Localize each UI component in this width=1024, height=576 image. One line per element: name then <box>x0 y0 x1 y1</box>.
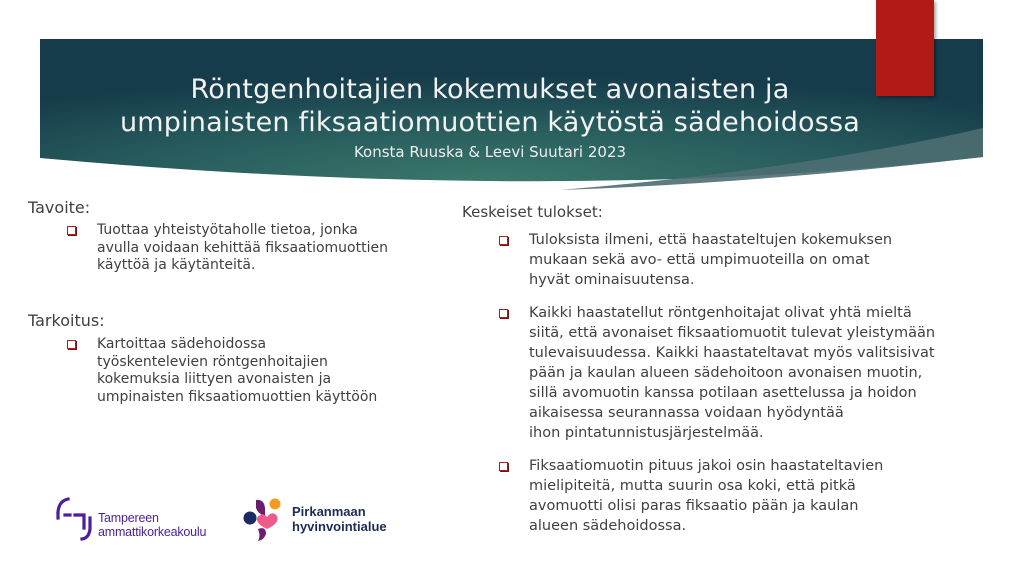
bullet-line: pään ja kaulan alueen sädehoitoon avonaisen muotin, <box>529 365 923 381</box>
pirha-logo-text <box>292 504 387 534</box>
tarkoitus-bullets <box>67 336 447 406</box>
title-line-1: Röntgenhoitajien kokemukset avonaisten ja <box>190 74 790 106</box>
pirha-logo-icon <box>240 496 288 542</box>
bullet-item <box>499 303 999 443</box>
bullet-line: avulla voidaan kehittää fiksaatiomuottien <box>97 239 388 256</box>
tamk-logo-icon <box>56 496 96 542</box>
bullet-line: tulevaisuudessa. Kaikki haastateltavat myös valitsisivat <box>529 345 935 361</box>
bullet-line: ihon pintatunnistusjärjestelmää. <box>529 425 764 441</box>
bullet-item <box>67 336 447 406</box>
slide-subtitle: Konsta Ruuska & Leevi Suutari 2023 <box>353 143 627 161</box>
tavoite-bullets <box>67 222 447 275</box>
bullet-line: työskentelevien röntgenhoitajien <box>97 353 328 370</box>
tamk-logo-text <box>98 511 206 539</box>
square-bullet-icon <box>67 226 76 235</box>
bullet-item <box>499 456 999 536</box>
tamk-logo <box>56 496 207 542</box>
slide-title <box>60 73 920 139</box>
square-bullet-icon <box>499 236 508 245</box>
heading-keskeiset-tulokset: Keskeiset tulokset: <box>462 203 603 221</box>
bullet-line: Kartoittaa sädehoidossa <box>97 336 267 352</box>
pirha-line-1: Pirkanmaan <box>292 504 366 519</box>
bullet-line: Tuottaa yhteistyötaholle tietoa, jonka <box>97 222 358 238</box>
square-bullet-icon <box>67 340 76 349</box>
bullet-line: hyvät ominaisuutensa. <box>529 272 695 288</box>
square-bullet-icon <box>499 462 508 471</box>
bullet-line: käyttöä ja käytänteitä. <box>97 257 256 273</box>
bullet-item <box>499 230 999 290</box>
tamk-line-1: Tampereen <box>98 511 159 525</box>
bullet-line: siitä, että avonaiset fiksaatiomuotit tulevat yleistymään <box>529 325 936 341</box>
bullet-line: kokemuksia liittyen avonaisten ja <box>97 371 332 387</box>
heading-tarkoitus: Tarkoitus: <box>28 311 105 330</box>
bullet-line: mielipiteitä, mutta suurin osa koki, että pitkä <box>529 478 856 494</box>
title-line-2: umpinaisten fiksaatiomuottien käytöstä sädehoidossa <box>119 107 861 139</box>
bullet-line: Kaikki haastatellut röntgenhoitajat olivat yhtä mieltä <box>529 305 912 321</box>
bullet-line: Tuloksista ilmeni, että haastateltujen kokemuksen <box>529 232 893 248</box>
heading-tavoite: Tavoite: <box>28 198 91 217</box>
bullet-line: sillä avomuotin kanssa potilaan asettelussa ja hoidon <box>529 385 917 401</box>
bullet-line: mukaan sekä avo- että umpimuoteilla on omat <box>529 252 870 268</box>
bullet-line: alueen sädehoidossa. <box>529 518 687 534</box>
bullet-line: avomuotti olisi paras fiksaatio pään ja kaulan <box>529 498 859 514</box>
square-bullet-icon <box>499 309 508 318</box>
bullet-line: umpinaisten fiksaatiomuottien käyttöön <box>97 388 378 405</box>
tamk-line-2: ammattikorkeakoulu <box>98 525 207 539</box>
results-bullets <box>499 230 999 547</box>
pirha-logo <box>240 496 387 542</box>
bullet-item <box>67 222 447 275</box>
bullet-line: Fiksaatiomuotin pituus jakoi osin haastateltavien <box>529 458 884 474</box>
pirha-line-2: hyvinvointialue <box>292 519 387 534</box>
bullet-line: aikaisessa seurannassa voidaan hyödyntää <box>529 405 844 421</box>
